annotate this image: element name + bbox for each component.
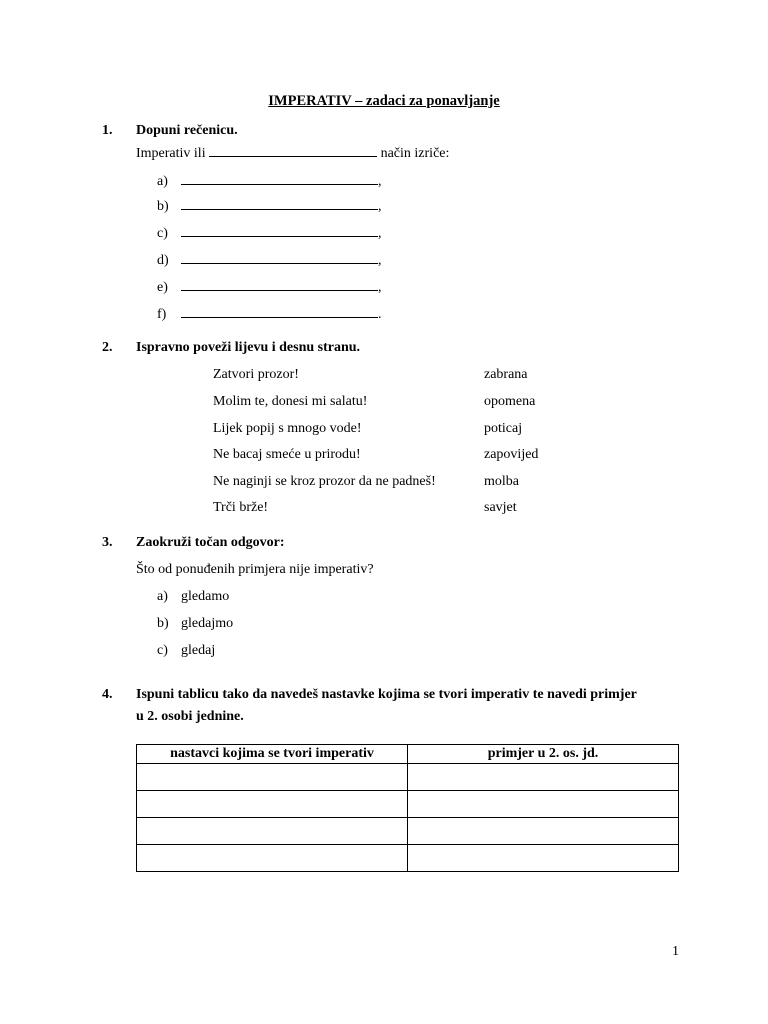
- q1-option-end: ,: [378, 253, 382, 268]
- match-left-item: Ne bacaj smeće u prirodu!: [213, 447, 361, 462]
- q1-option-end: ,: [378, 174, 382, 189]
- q1-option-label: b): [157, 199, 169, 214]
- q1-option-end: ,: [378, 280, 382, 295]
- match-right-item: zabrana: [484, 367, 528, 382]
- table-row: [137, 818, 679, 845]
- q3-option-text: gledamo: [181, 589, 230, 604]
- q4-heading-line1: Ispuni tablicu tako da navedeš nastavke kojima se tvori imperativ te navedi primjer: [136, 687, 637, 702]
- q1-heading: Dopuni rečenicu.: [136, 123, 238, 138]
- q1-prompt: [136, 144, 449, 162]
- q1-option-label: c): [157, 226, 168, 241]
- q3-option-text: gledajmo: [181, 616, 234, 631]
- match-left-item: Ne naginji se kroz prozor da ne padneš!: [213, 474, 436, 489]
- match-right-item: savjet: [484, 500, 517, 515]
- q3-heading: Zaokruži točan odgovor:: [136, 535, 285, 550]
- table-cell[interactable]: [408, 764, 679, 791]
- q1-option-end: ,: [378, 199, 382, 214]
- table-header-row: [137, 745, 679, 764]
- q1-option: [157, 305, 382, 323]
- q1-option-label: f): [157, 307, 167, 322]
- q1-option-label: a): [157, 174, 168, 189]
- match-left-item: Zatvori prozor!: [213, 367, 299, 382]
- page-number: 1: [672, 944, 679, 959]
- q1-option-label: e): [157, 280, 168, 295]
- q2-number: 2.: [102, 340, 113, 355]
- q3-option[interactable]: [157, 589, 229, 605]
- match-right-item: opomena: [484, 394, 536, 409]
- table-cell[interactable]: [137, 845, 408, 872]
- table-row: [137, 764, 679, 791]
- page-title: IMPERATIV – zadaci za ponavljanje: [268, 93, 500, 109]
- table-cell[interactable]: [408, 845, 679, 872]
- q3-prompt: Što od ponuđenih primjera nije imperativ?: [136, 562, 374, 577]
- q4-heading-line2: u 2. osobi jednine.: [136, 709, 244, 724]
- q1-option-blank[interactable]: [181, 224, 378, 237]
- match-right-item: molba: [484, 474, 519, 489]
- q1-option: [157, 172, 382, 190]
- q1-option-blank[interactable]: [181, 278, 378, 291]
- table-row: [137, 791, 679, 818]
- match-left-item: Trči brže!: [213, 500, 269, 515]
- match-left-item: Molim te, donesi mi salatu!: [213, 394, 368, 409]
- q2-heading: Ispravno poveži lijevu i desnu stranu.: [136, 340, 361, 355]
- column-header: nastavci kojima se tvori imperativ: [137, 745, 408, 764]
- q1-option: [157, 197, 382, 215]
- q1-option-label: d): [157, 253, 169, 268]
- table-cell[interactable]: [137, 791, 408, 818]
- q1-option-end: .: [378, 307, 382, 322]
- q1-number: 1.: [102, 123, 113, 138]
- q1-option-blank[interactable]: [181, 172, 378, 185]
- q4-number: 4.: [102, 687, 113, 702]
- match-right-item: poticaj: [484, 421, 523, 436]
- q1-option-blank[interactable]: [181, 305, 378, 318]
- table-cell[interactable]: [137, 764, 408, 791]
- column-header: primjer u 2. os. jd.: [408, 745, 679, 764]
- q1-prompt-before: Imperativ ili: [136, 146, 206, 161]
- q3-option-label: a): [157, 589, 168, 604]
- q1-prompt-after: način izriče:: [380, 146, 450, 161]
- q3-number: 3.: [102, 535, 113, 550]
- match-left-item: Lijek popij s mnogo vode!: [213, 421, 362, 436]
- q3-option-text: gledaj: [181, 643, 216, 658]
- q1-option-blank[interactable]: [181, 251, 378, 264]
- q1-option: [157, 224, 382, 242]
- q3-option[interactable]: [157, 643, 215, 659]
- q1-option-blank[interactable]: [181, 197, 378, 210]
- q1-prompt-blank[interactable]: [209, 144, 377, 157]
- q3-option[interactable]: [157, 616, 233, 632]
- q3-option-label: b): [157, 616, 169, 631]
- q3-option-label: c): [157, 643, 168, 658]
- q1-option: [157, 251, 382, 269]
- table-cell[interactable]: [408, 818, 679, 845]
- imperative-table: [136, 744, 679, 872]
- q1-option-end: ,: [378, 226, 382, 241]
- table-cell[interactable]: [408, 791, 679, 818]
- q1-option: [157, 278, 382, 296]
- match-right-item: zapovijed: [484, 447, 539, 462]
- table-row: [137, 845, 679, 872]
- table-cell[interactable]: [137, 818, 408, 845]
